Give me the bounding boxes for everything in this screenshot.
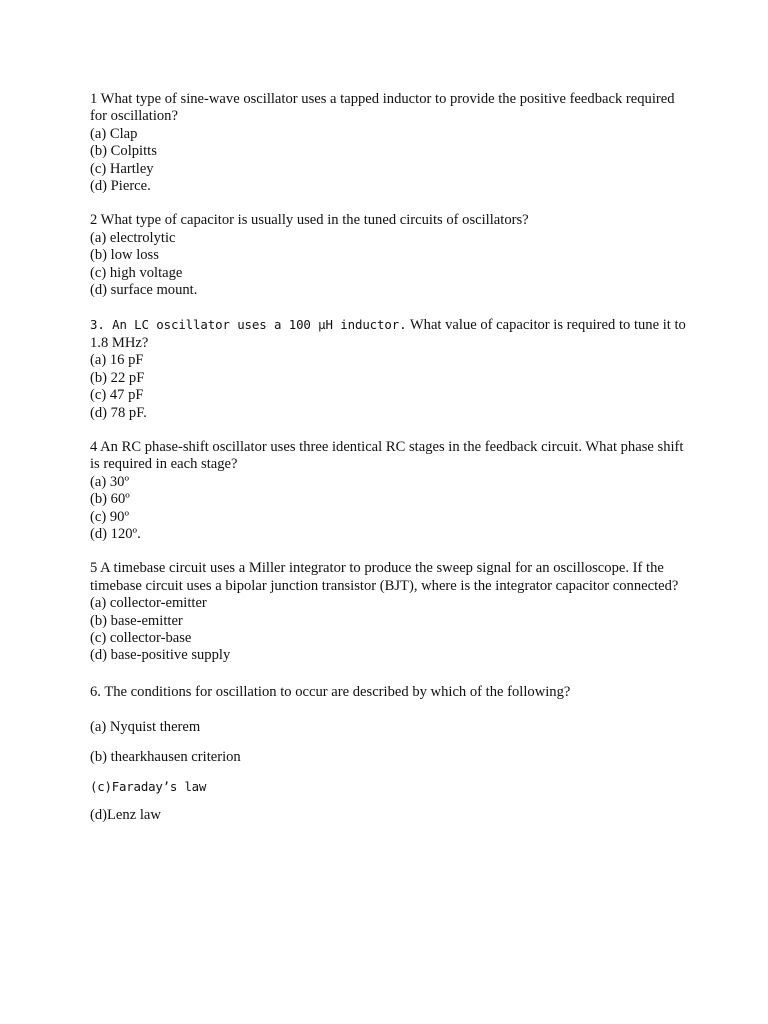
- question-1: [90, 91, 690, 195]
- option-a: (a) Nyquist therem: [90, 719, 201, 736]
- question-text: 2 What type of capacitor is usually used in the tuned circuits of oscillators?: [90, 212, 529, 229]
- option-c: (c) collector-base: [90, 629, 192, 646]
- question-6: [90, 684, 690, 825]
- option-b: (b) base-emitter: [90, 612, 183, 629]
- option-d: (d) surface mount.: [90, 282, 198, 299]
- option-d: (d) 120º.: [90, 525, 141, 542]
- question-text: 4 An RC phase-shift oscillator uses three identical RC stages in the feedback circuit. What phase shift is required in each stage?: [90, 438, 684, 473]
- option-b: (b) 60º: [90, 491, 130, 508]
- option-a: (a) Clap: [90, 125, 138, 142]
- question-text: [90, 316, 690, 352]
- question-5: [90, 560, 690, 664]
- option-a: (a) 30º: [90, 473, 129, 490]
- option-b: (b) thearkhausen criterion: [90, 748, 241, 765]
- option-d: (d) Pierce.: [90, 178, 151, 195]
- question-text-part1: 3. An LC oscillator uses a 100 µH inductor.: [90, 317, 407, 333]
- question-sheet: [90, 91, 690, 837]
- question-text-part2: What value of capacitor is required to tune it to 1.8 MHz?: [90, 317, 686, 351]
- option-a: (a) collector-emitter: [90, 595, 207, 612]
- option-b: (b) 22 pF: [90, 369, 145, 386]
- option-d: (d) base-positive supply: [90, 647, 231, 664]
- question-4: [90, 439, 690, 543]
- option-a: (a) electrolytic: [90, 229, 176, 246]
- question-text: 6. The conditions for oscillation to occur are described by which of the following?: [90, 683, 571, 700]
- option-b: (b) Colpitts: [90, 143, 157, 160]
- question-3: [90, 316, 690, 421]
- question-text: 5 A timebase circuit uses a Miller integrator to produce the sweep signal for an oscilloscope. If the timebase circuit uses a bipolar junction transistor (BJT), where is the integrator capacitor connected?: [90, 560, 679, 594]
- option-b: (b) low loss: [90, 247, 159, 264]
- option-c: (c) 90º: [90, 508, 129, 525]
- option-d: (d) 78 pF.: [90, 404, 147, 421]
- question-text: 1 What type of sine-wave oscillator uses a tapped inductor to provide the positive feedback required for oscillation?: [90, 91, 675, 125]
- option-a: (a) 16 pF: [90, 352, 144, 369]
- option-d: (d)Lenz law: [90, 807, 161, 824]
- question-2: [90, 212, 690, 299]
- option-c: (c) 47 pF: [90, 387, 144, 404]
- option-c: (c)Faraday’s law: [90, 779, 207, 794]
- option-c: (c) high voltage: [90, 264, 183, 281]
- option-c: (c) Hartley: [90, 160, 154, 177]
